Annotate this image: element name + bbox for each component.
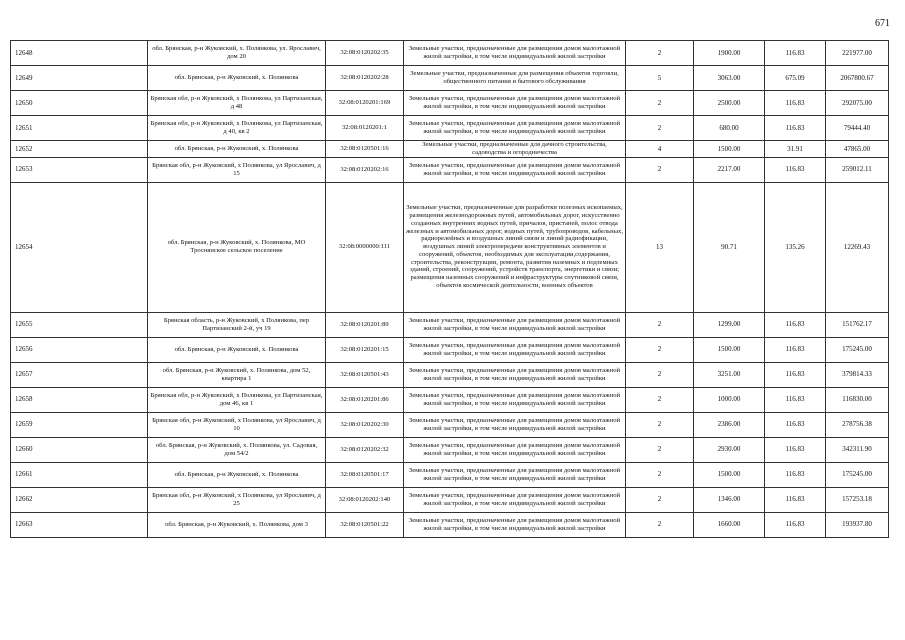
cadastral-number-cell: 32:08:0120201:1	[326, 116, 404, 141]
row-number: 12650	[11, 91, 148, 116]
address-cell: обл. Брянская, р-н Жуковский, х. Полянкова, дом 3	[148, 512, 326, 537]
address-cell: обл. Брянская, р-н Жуковский, х. Полянкова, МО Троснянское сельское поселение	[148, 182, 326, 312]
rate-cell: 135.26	[765, 182, 826, 312]
cadastral-number-cell: 32:08:0120202:35	[326, 41, 404, 66]
address-cell: обл. Брянская, р-н Жуковский, х. Полянкова	[148, 462, 326, 487]
group-cell: 2	[626, 41, 694, 66]
cadastral-number-cell: 32:08:0120201:89	[326, 312, 404, 337]
address-cell: Брянская обл, р-н Жуковский, х Полянкова, ул Партизанская, дом 46, кв 1	[148, 387, 326, 412]
cadastral-value-cell: 292075.00	[826, 91, 889, 116]
table-row	[11, 182, 889, 312]
rate-cell: 116.83	[765, 362, 826, 387]
row-number: 12651	[11, 116, 148, 141]
address-cell: Брянская обл, р-н Жуковский, х Полянкова, ул Ярославич, д 10	[148, 412, 326, 437]
group-cell: 2	[626, 387, 694, 412]
cadastral-number-cell: 32:08:0120201:169	[326, 91, 404, 116]
cadastral-number-cell: 32:08:0120501:43	[326, 362, 404, 387]
cadastral-value-cell: 221977.00	[826, 41, 889, 66]
table-row	[11, 312, 889, 337]
group-cell: 2	[626, 337, 694, 362]
group-cell: 4	[626, 141, 694, 158]
rate-cell: 116.83	[765, 337, 826, 362]
rate-cell: 116.83	[765, 116, 826, 141]
group-cell: 5	[626, 66, 694, 91]
row-number: 12663	[11, 512, 148, 537]
row-number: 12660	[11, 437, 148, 462]
rate-cell: 116.83	[765, 41, 826, 66]
row-number: 12652	[11, 141, 148, 158]
group-cell: 2	[626, 512, 694, 537]
table-row	[11, 337, 889, 362]
group-cell: 2	[626, 487, 694, 512]
table-row	[11, 91, 889, 116]
cadastral-value-cell: 157253.18	[826, 487, 889, 512]
cadastral-number-cell: 32:08:0120501:16	[326, 141, 404, 158]
row-number: 12661	[11, 462, 148, 487]
cadastral-value-cell: 278756.38	[826, 412, 889, 437]
area-cell: 2217.00	[694, 157, 765, 182]
table-row	[11, 157, 889, 182]
land-purpose-cell: Земельные участки, предназначенные для разработки полезных ископаемых, размещения железнодорожных путей, автомобильных дорог, искусственно созданных внутренних водных путей, причалов, пристаней, полос отвода железных и автомобильных дорог, водных путей, трубопроводов, кабельных, радиорелейных и воздушных линий связи и линий радиофикации, воздушных линий электропередачи конструктивных элементов и сооружений, объектов, необходимых для эксплуатации,содержания, строительства, реконструкции, ремонта, развития наземных и подземных зданий, строений, сооружений, устройств транспорта, энергетики и связи; размещения наземных сооружений и инфраструктуры спутниковой связи, объектов космической деятельности, военных объектов	[404, 182, 626, 312]
land-purpose-cell: Земельные участки, предназначенные для размещения домов малоэтажной жилой застройки, в том числе индивидуальной жилой застройки	[404, 387, 626, 412]
area-cell: 3063.00	[694, 66, 765, 91]
cadastral-number-cell: 32:08:0120202:32	[326, 437, 404, 462]
land-purpose-cell: Земельные участки, предназначенные для размещения домов малоэтажной жилой застройки, в том числе индивидуальной жилой застройки	[404, 41, 626, 66]
area-cell: 90.71	[694, 182, 765, 312]
group-cell: 2	[626, 91, 694, 116]
land-purpose-cell: Земельные участки, предназначенные для размещения домов малоэтажной жилой застройки, в том числе индивидуальной жилой застройки	[404, 116, 626, 141]
rate-cell: 116.83	[765, 487, 826, 512]
group-cell: 2	[626, 157, 694, 182]
table-row	[11, 387, 889, 412]
area-cell: 1346.00	[694, 487, 765, 512]
table-row	[11, 412, 889, 437]
table-row	[11, 512, 889, 537]
rate-cell: 116.83	[765, 157, 826, 182]
cadastral-number-cell: 32:08:0120501:17	[326, 462, 404, 487]
group-cell: 2	[626, 412, 694, 437]
land-purpose-cell: Земельные участки, предназначенные для размещения домов малоэтажной жилой застройки, в том числе индивидуальной жилой застройки	[404, 91, 626, 116]
address-cell: обл. Брянская, р-н Жуковский, х. Полянкова, ул. Садовая, дом 54/2	[148, 437, 326, 462]
address-cell: обл. Брянская, р-н Жуковский, х. Полянкова	[148, 337, 326, 362]
cadastral-number-cell: 32:08:0120202:30	[326, 412, 404, 437]
table-row	[11, 41, 889, 66]
address-cell: Брянская обл, р-н Жуковский, х Полянкова, ул Партизанская, д 48	[148, 91, 326, 116]
rate-cell: 675.09	[765, 66, 826, 91]
table-row	[11, 362, 889, 387]
row-number: 12654	[11, 182, 148, 312]
table-row	[11, 141, 889, 158]
address-cell: обл. Брянская, р-н Жуковский, х. Полянкова, ул. Ярославич, дом 20	[148, 41, 326, 66]
area-cell: 1660.00	[694, 512, 765, 537]
group-cell: 2	[626, 362, 694, 387]
row-number: 12662	[11, 487, 148, 512]
area-cell: 1500.00	[694, 462, 765, 487]
rate-cell: 116.83	[765, 462, 826, 487]
cadastral-value-cell: 193937.80	[826, 512, 889, 537]
land-purpose-cell: Земельные участки, предназначенные для размещения домов малоэтажной жилой застройки, в том числе индивидуальной жилой застройки	[404, 462, 626, 487]
area-cell: 2930.00	[694, 437, 765, 462]
land-purpose-cell: Земельные участки, предназначенные для размещения объектов торговли, общественного питания и бытового обслуживания	[404, 66, 626, 91]
cadastral-value-cell: 116830.00	[826, 387, 889, 412]
row-number: 12656	[11, 337, 148, 362]
land-purpose-cell: Земельные участки, предназначенные для дачного строительства, садоводства и огородничества	[404, 141, 626, 158]
row-number: 12657	[11, 362, 148, 387]
land-purpose-cell: Земельные участки, предназначенные для размещения домов малоэтажной жилой застройки, в том числе индивидуальной жилой застройки	[404, 362, 626, 387]
table-row	[11, 462, 889, 487]
rate-cell: 116.83	[765, 512, 826, 537]
land-registry-table	[10, 40, 889, 538]
table-row	[11, 66, 889, 91]
rate-cell: 116.83	[765, 312, 826, 337]
address-cell: Брянская обл, р-н Жуковский, х Полянкова, ул Партизанская, д 40, кв 2	[148, 116, 326, 141]
cadastral-value-cell: 2067800.67	[826, 66, 889, 91]
rate-cell: 31.91	[765, 141, 826, 158]
table-row	[11, 116, 889, 141]
area-cell: 2500.00	[694, 91, 765, 116]
cadastral-number-cell: 32:08:0120202:140	[326, 487, 404, 512]
table-row	[11, 437, 889, 462]
cadastral-value-cell: 259012.11	[826, 157, 889, 182]
cadastral-value-cell: 12269.43	[826, 182, 889, 312]
row-number: 12648	[11, 41, 148, 66]
group-cell: 2	[626, 312, 694, 337]
area-cell: 1299.00	[694, 312, 765, 337]
cadastral-value-cell: 379814.33	[826, 362, 889, 387]
address-cell: обл. Брянская, р-н Жуковский, х. Полянкова	[148, 66, 326, 91]
area-cell: 2386.00	[694, 412, 765, 437]
cadastral-value-cell: 47865.00	[826, 141, 889, 158]
row-number: 12659	[11, 412, 148, 437]
rate-cell: 116.83	[765, 91, 826, 116]
group-cell: 2	[626, 116, 694, 141]
row-number: 12655	[11, 312, 148, 337]
land-purpose-cell: Земельные участки, предназначенные для размещения домов малоэтажной жилой застройки, в том числе индивидуальной жилой застройки	[404, 157, 626, 182]
row-number: 12658	[11, 387, 148, 412]
page-number: 671	[875, 18, 890, 29]
address-cell: Брянская обл, р-н Жуковский, х Полянкова, ул Ярославич, д 15	[148, 157, 326, 182]
land-purpose-cell: Земельные участки, предназначенные для размещения домов малоэтажной жилой застройки, в том числе индивидуальной жилой застройки	[404, 337, 626, 362]
row-number: 12653	[11, 157, 148, 182]
table-row	[11, 487, 889, 512]
rate-cell: 116.83	[765, 437, 826, 462]
address-cell: Брянская обл, р-н Жуковский, х Полянкова, ул Ярославич, д 25	[148, 487, 326, 512]
area-cell: 1900.00	[694, 41, 765, 66]
cadastral-number-cell: 32:08:0120201:86	[326, 387, 404, 412]
area-cell: 1500.00	[694, 141, 765, 158]
land-purpose-cell: Земельные участки, предназначенные для размещения домов малоэтажной жилой застройки, в том числе индивидуальной жилой застройки	[404, 312, 626, 337]
land-purpose-cell: Земельные участки, предназначенные для размещения домов малоэтажной жилой застройки, в том числе индивидуальной жилой застройки	[404, 512, 626, 537]
cadastral-number-cell: 32:08:0120202:28	[326, 66, 404, 91]
cadastral-value-cell: 342311.90	[826, 437, 889, 462]
group-cell: 2	[626, 462, 694, 487]
area-cell: 1500.00	[694, 337, 765, 362]
cadastral-value-cell: 79444.40	[826, 116, 889, 141]
land-purpose-cell: Земельные участки, предназначенные для размещения домов малоэтажной жилой застройки, в том числе индивидуальной жилой застройки	[404, 437, 626, 462]
land-purpose-cell: Земельные участки, предназначенные для размещения домов малоэтажной жилой застройки, в том числе индивидуальной жилой застройки	[404, 412, 626, 437]
rate-cell: 116.83	[765, 387, 826, 412]
cadastral-value-cell: 175245.00	[826, 462, 889, 487]
cadastral-number-cell: 32:08:0120202:16	[326, 157, 404, 182]
area-cell: 3251.00	[694, 362, 765, 387]
cadastral-number-cell: 32:08:0120501:22	[326, 512, 404, 537]
cadastral-number-cell: 32:08:0000000:111	[326, 182, 404, 312]
rate-cell: 116.83	[765, 412, 826, 437]
land-purpose-cell: Земельные участки, предназначенные для размещения домов малоэтажной жилой застройки, в том числе индивидуальной жилой застройки	[404, 487, 626, 512]
address-cell: Брянская область, р-н Жуковский, х Полянкова, пер Партизанский 2-й, уч 19	[148, 312, 326, 337]
group-cell: 2	[626, 437, 694, 462]
cadastral-value-cell: 175245.00	[826, 337, 889, 362]
address-cell: обл. Брянская, р-н Жуковский, х. Полянкова, дом 52, квартира 1	[148, 362, 326, 387]
cadastral-number-cell: 32:08:0120201:15	[326, 337, 404, 362]
cadastral-value-cell: 151762.17	[826, 312, 889, 337]
row-number: 12649	[11, 66, 148, 91]
address-cell: обл. Брянская, р-н Жуковский, х. Полянкова	[148, 141, 326, 158]
group-cell: 13	[626, 182, 694, 312]
area-cell: 680.00	[694, 116, 765, 141]
area-cell: 1000.00	[694, 387, 765, 412]
